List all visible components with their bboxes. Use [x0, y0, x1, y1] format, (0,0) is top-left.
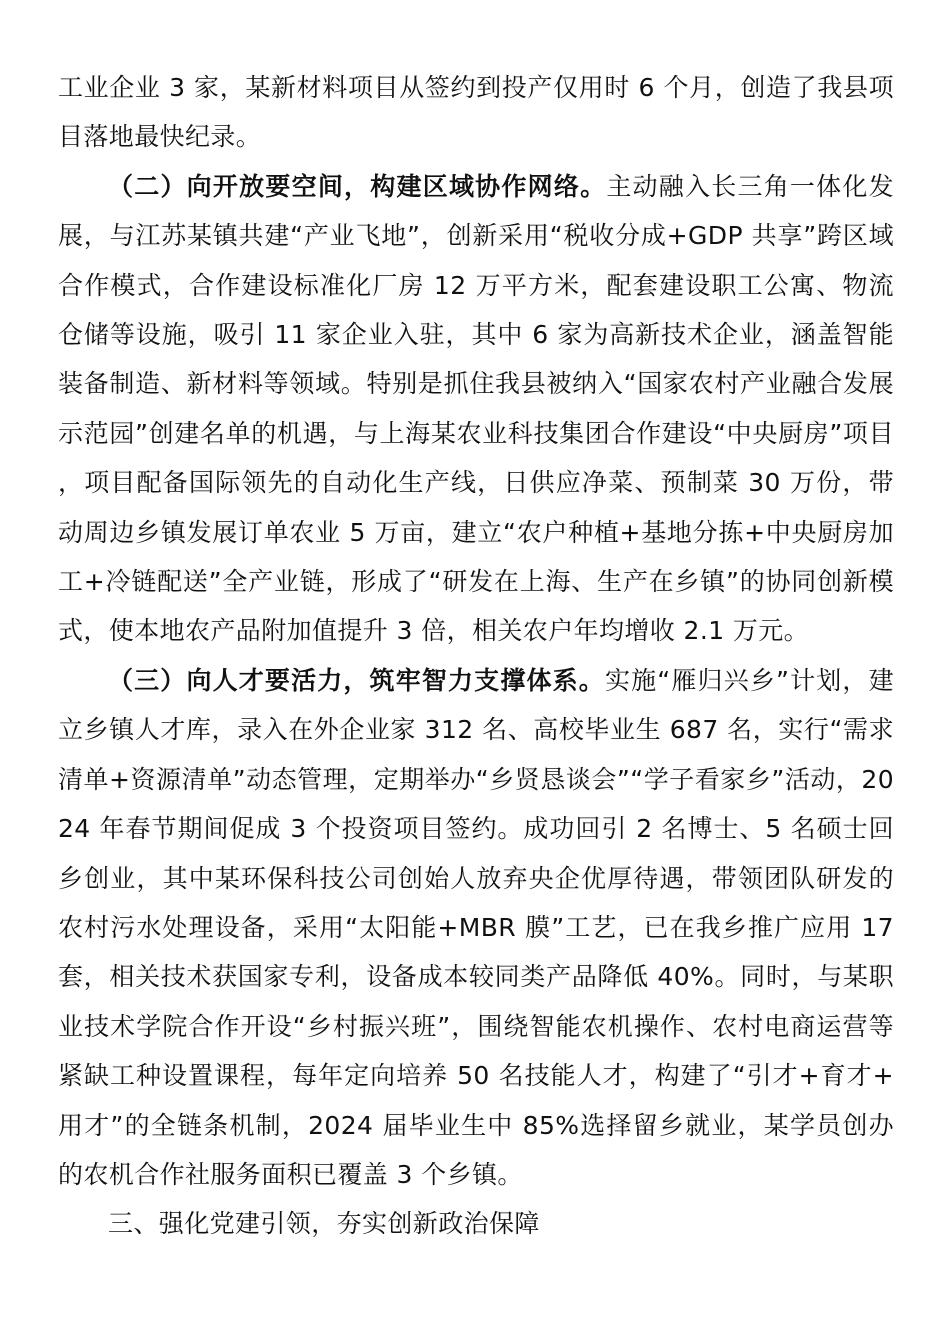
paragraph-talent	[58, 656, 894, 1199]
paragraph-text: 实施“雁归兴乡”计划，建立乡镇人才库，录入在外企业家 312 名、高校毕业生 687 名，实行“需求清单+资源清单”动态管理，定期举办“乡贤恳谈会”“学子看家乡”活动，2024 年春节期间促成 3 个投资项目签约。成功回引 2 名博士、5 名硕士回乡创业，其中某环保科技公司创始人放弃央企优厚待遇，带领团队研发的农村污水处理设备，采用“太阳能+MBR 膜”工艺，已在我乡推广应用 17 套，相关技术获国家专利，设备成本较同类产品降低 40%。同时，与某职业技术学院合作开设“乡村振兴班”，围绕智能农机操作、农村电商运营等紧缺工种设置课程，每年定向培养 50 名技能人才，构建了“引才+育才+用才”的全链条机制，2024 届毕业生中 85%选择留乡就业，某学员创办的农机合作社服务面积已覆盖 3 个乡镇。	[58, 665, 894, 1189]
paragraph-text: 主动融入长三角一体化发展，与江苏某镇共建“产业飞地”，创新采用“税收分成+GDP 共享”跨区域合作模式，合作建设标准化厂房 12 万平方米，配套建设职工公寓、物流仓储等设施，吸引 11 家企业入驻，其中 6 家为高新技术企业，涵盖智能装备制造、新材料等领域。特别是抓住我县被纳入“国家农村产业融合发展示范园”创建名单的机遇，与上海某农业科技集团合作建设“中央厨房”项目，项目配备国际领先的自动化生产线，日供应净菜、预制菜 30 万份，带动周边乡镇发展订单农业 5 万亩，建立“农户种植+基地分拣+中央厨房加工+冷链配送”全产业链，形成了“研发在上海、生产在乡镇”的协同创新模式，使本地农产品附加值提升 3 倍，相关农户年均增收 2.1 万元。	[58, 171, 894, 646]
paragraph-openness	[58, 162, 894, 656]
document-page	[58, 63, 894, 1249]
section-heading: 三、强化党建引领，夯实创新政治保障	[108, 1209, 540, 1239]
subheading-openness: （二）向开放要空间，构建区域协作网络。	[108, 171, 607, 201]
paragraph-text: 工业企业 3 家，某新材料项目从签约到投产仅用时 6 个月，创造了我县项目落地最快纪录。	[58, 73, 894, 152]
subheading-talent: （三）向人才要活力，筑牢智力支撑体系。	[108, 665, 605, 695]
paragraph-continuation	[58, 63, 894, 162]
